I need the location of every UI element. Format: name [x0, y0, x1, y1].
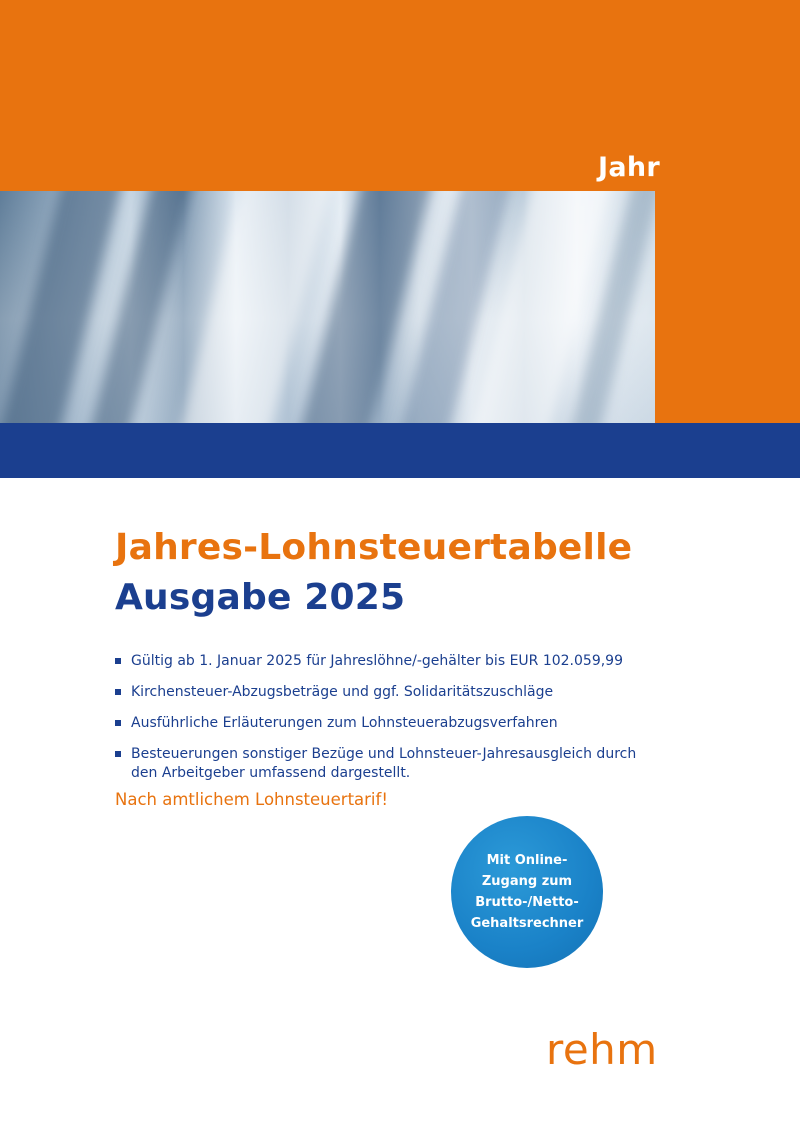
tagline: Nach amtlichem Lohnsteuertarif!	[115, 790, 388, 809]
feature-item	[115, 652, 655, 671]
online-access-badge	[451, 816, 603, 968]
feature-text: Besteuerungen sonstiger Bezüge und Lohnsteuer-Jahresausgleich durch den Arbeitgeber umfassend dargestellt.	[131, 746, 637, 781]
square-bullet-icon	[115, 689, 121, 695]
feature-item	[115, 683, 655, 702]
square-bullet-icon	[115, 658, 121, 664]
feature-text: Kirchensteuer-Abzugsbeträge und ggf. Solidaritätszuschläge	[131, 684, 554, 700]
book-title: Jahres-Lohnsteuertabelle	[115, 527, 633, 568]
feature-text: Ausführliche Erläuterungen zum Lohnsteuerabzugsverfahren	[131, 715, 558, 731]
feature-text: Gültig ab 1. Januar 2025 für Jahreslöhne/-gehälter bis EUR 102.059,99	[131, 653, 623, 669]
book-edition: Ausgabe 2025	[115, 577, 406, 618]
cover-photo	[0, 191, 655, 423]
series-label: Jahr	[598, 152, 661, 183]
navy-band	[0, 423, 800, 478]
publisher-logo: rehm	[546, 1025, 658, 1074]
square-bullet-icon	[115, 720, 121, 726]
feature-list	[115, 652, 655, 795]
square-bullet-icon	[115, 751, 121, 757]
feature-item	[115, 745, 655, 783]
badge-text: Mit Online- Zugang zum Brutto-/Netto- Gehaltsrechner	[470, 853, 584, 931]
feature-item	[115, 714, 655, 733]
